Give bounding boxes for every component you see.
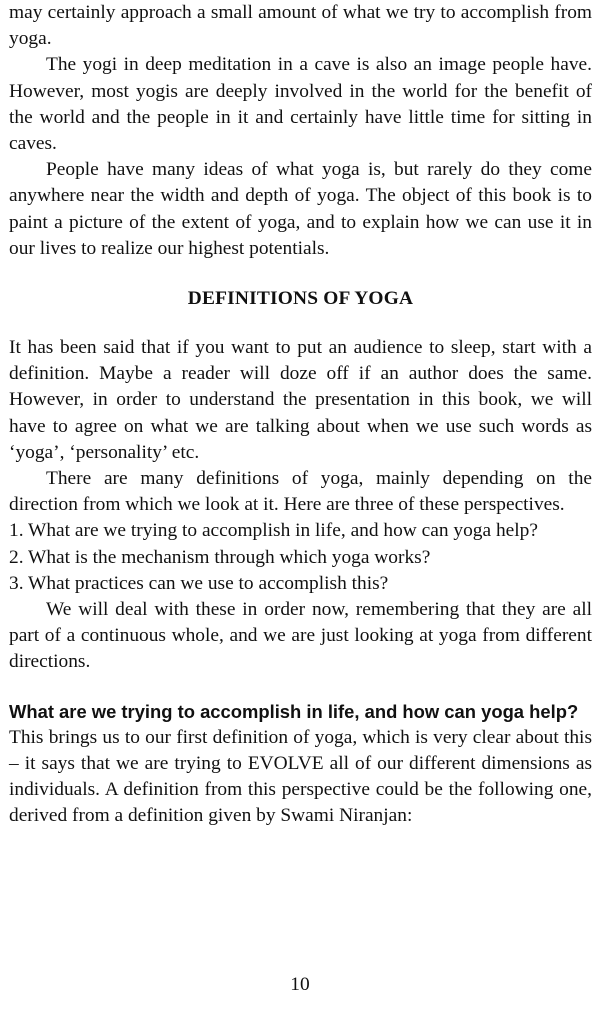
page-number: 10: [290, 974, 310, 995]
section-heading: DEFINITIONS OF YOGA: [187, 288, 414, 310]
list-item: 3. What practices can we use to accomplish this?: [9, 572, 389, 594]
list-item: 2. What is the mechanism through which yoga works?: [9, 546, 431, 568]
list-item: 1. What are we trying to accomplish in life, and how can yoga help?: [9, 520, 538, 542]
after-list-paragraph: We will deal with these in order now, remembering that they are all part of a continuous whole, and we are just looking at yoga from different directions.: [9, 599, 592, 673]
page-body: [9, 0, 592, 829]
definitions-paragraph-1: It has been said that if you want to put an audience to sleep, start with a definition. Maybe a reader will doze off if an author does the same. However, in order to understand the presentation in this book, we will have to agree on what we are talking about when we use such words as ‘yoga’, ‘personality’ etc.: [9, 337, 592, 463]
subsection-heading: What are we trying to accomplish in life, and how can yoga help?: [9, 700, 579, 722]
definitions-paragraph-2: There are many definitions of yoga, mainly depending on the direction from which we look at it. Here are three of these perspectives.: [9, 468, 592, 516]
perspectives-list: [9, 518, 592, 597]
final-paragraph: This brings us to our first definition of yoga, which is very clear about this – it says that we are trying to EVOLVE all of our different dimensions as individuals. A definition from this perspective could be the following one, derived from a definition given by Swami Niranjan:: [9, 726, 592, 827]
intro-paragraph-3: People have many ideas of what yoga is, but rarely do they come anywhere near the width and depth of yoga. The object of this book is to paint a picture of the extent of yoga, and to explain how we can use it in our lives to realize our highest potentials.: [9, 159, 592, 259]
intro-paragraph-2: The yogi in deep meditation in a cave is also an image people have. However, most yogis are deeply involved in the world for the benefit of the world and the people in it and certainly have little time for sitting in caves.: [9, 54, 592, 155]
intro-paragraph-1: may certainly approach a small amount of what we try to accomplish from yoga.: [9, 2, 592, 50]
